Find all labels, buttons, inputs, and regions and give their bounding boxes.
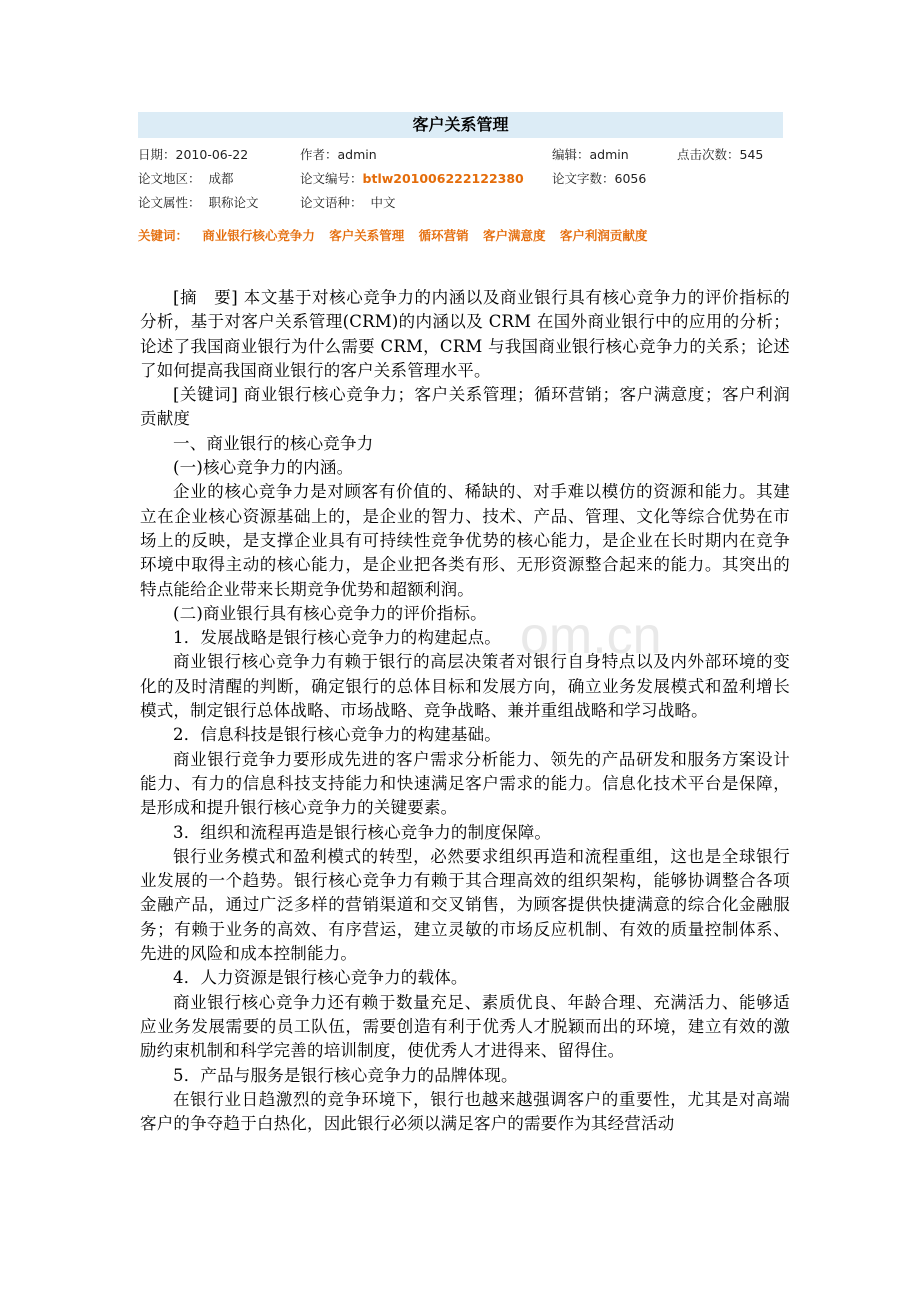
- keywords-label: 关键词：: [138, 228, 189, 243]
- section-heading: 一、商业银行的核心竞争力: [173, 433, 374, 453]
- meta-region: [138, 169, 233, 187]
- attr-label: 论文属性：: [138, 195, 201, 210]
- number-value: btlw201006222122380: [362, 171, 524, 186]
- keyword-link[interactable]: 客户满意度: [483, 228, 546, 243]
- keywords-line: [138, 226, 657, 244]
- keyword-link[interactable]: 客户利润贡献度: [559, 228, 648, 243]
- wordcount-label: 论文字数：: [552, 171, 615, 186]
- subsection-heading: (一)核心竞争力的内涵。: [173, 458, 354, 478]
- meta-clicks: [677, 145, 763, 163]
- article-body: [140, 286, 790, 1136]
- abstract-paragraph: [摘 要] 本文基于对核心竞争力的内涵以及商业银行具有核心竞争力的评价指标的分析，基于对客户关系管理(CRM)的内涵以及 CRM 在国外商业银行中的应用的分析；论述了我国商业银行为什么需要 CRM，CRM 与我国商业银行核心竞争力的关系；论述了如何提高我国商业银行的客户关系管理水平。: [140, 288, 790, 380]
- page-title: 客户关系管理: [138, 112, 783, 138]
- keyword-link[interactable]: 商业银行核心竞争力: [202, 228, 315, 243]
- region-value: 成都: [208, 171, 234, 186]
- keyword-link[interactable]: 客户关系管理: [329, 228, 405, 243]
- item-heading: 5．产品与服务是银行核心竞争力的品牌体现。: [173, 1065, 518, 1085]
- body-paragraph: 商业银行核心竞争力有赖于银行的高层决策者对银行自身特点以及内外部环境的变化的及时清醒的判断，确定银行的总体目标和发展方向，确立业务发展模式和盈利增长模式，制定银行总体战略、市场战略、竞争战略、兼并重组战略和学习战略。: [140, 652, 790, 721]
- region-label: 论文地区：: [138, 171, 201, 186]
- author-value: admin: [337, 147, 377, 162]
- item-heading: 4．人力资源是银行核心竞争力的载体。: [173, 968, 468, 988]
- body-paragraph: 商业银行核心竞争力还有赖于数量充足、素质优良、年龄合理、充满活力、能够适应业务发展需要的员工队伍，需要创造有利于优秀人才脱颖而出的环境，建立有效的激励约束机制和科学完善的培训制度，使优秀人才进得来、留得住。: [140, 992, 790, 1061]
- meta-editor: [552, 145, 629, 163]
- body-paragraph: 银行业务模式和盈利模式的转型，必然要求组织再造和流程重组，这也是全球银行业发展的一个趋势。银行核心竞争力有赖于其合理高效的组织架构，能够协调整合各项金融产品，通过广泛多样的营销渠道和交叉销售，为顾客提供快捷满意的综合化金融服务；有赖于业务的高效、有序营运，建立灵敏的市场反应机制、有效的质量控制体系、先进的风险和成本控制能力。: [140, 846, 790, 964]
- meta-date: [138, 145, 248, 163]
- item-heading: 1．发展战略是银行核心竞争力的构建起点。: [173, 628, 501, 648]
- lang-value: 中文: [370, 195, 396, 210]
- watermark: om.cn: [520, 607, 662, 665]
- date-value: 2010-06-22: [175, 147, 249, 162]
- editor-value: admin: [589, 147, 629, 162]
- item-heading: 3．组织和流程再造是银行核心竞争力的制度保障。: [173, 822, 552, 842]
- date-label: 日期：: [138, 147, 176, 162]
- body-paragraph: 企业的核心竞争力是对顾客有价值的、稀缺的、对手难以模仿的资源和能力。其建立在企业核心资源基础上的，是企业的智力、技术、产品、管理、文化等综合优势在市场上的反映，是支撑企业具有可持续性竞争优势的核心能力，是企业在长时期内在竞争环境中取得主动的核心能力，是企业把各类有形、无形资源整合起来的能力。其突出的特点能给企业带来长期竞争优势和超额利润。: [140, 482, 790, 599]
- meta-author: [300, 145, 377, 163]
- lang-label: 论文语种：: [300, 195, 363, 210]
- clicks-value: 545: [739, 147, 764, 162]
- meta-lang: [300, 193, 395, 211]
- item-heading: 2．信息科技是银行核心竞争力的构建基础。: [173, 725, 501, 745]
- subsection-heading: (二)商业银行具有核心竞争力的评价指标。: [173, 603, 487, 623]
- editor-label: 编辑：: [552, 147, 590, 162]
- keywords-paragraph: [关键词] 商业银行核心竞争力；客户关系管理；循环营销；客户满意度；客户利润贡献度: [140, 385, 790, 429]
- meta-wordcount: [552, 169, 646, 187]
- clicks-label: 点击次数：: [677, 147, 740, 162]
- body-paragraph: 在银行业日趋激烈的竞争环境下，银行也越来越强调客户的重要性，尤其是对高端客户的争夺趋于白热化，因此银行必须以满足客户的需要作为其经营活动: [140, 1089, 790, 1134]
- wordcount-value: 6056: [614, 171, 647, 186]
- author-label: 作者：: [300, 147, 338, 162]
- keyword-link[interactable]: 循环营销: [418, 228, 469, 243]
- attr-value: 职称论文: [208, 195, 259, 210]
- meta-attr: [138, 193, 258, 211]
- body-paragraph: 商业银行竞争力要形成先进的客户需求分析能力、领先的产品研发和服务方案设计能力、有力的信息科技支持能力和快速满足客户需求的能力。信息化技术平台是保障，是形成和提升银行核心竞争力的关键要素。: [140, 749, 790, 818]
- number-label: 论文编号：: [300, 171, 363, 186]
- meta-number: [300, 169, 524, 187]
